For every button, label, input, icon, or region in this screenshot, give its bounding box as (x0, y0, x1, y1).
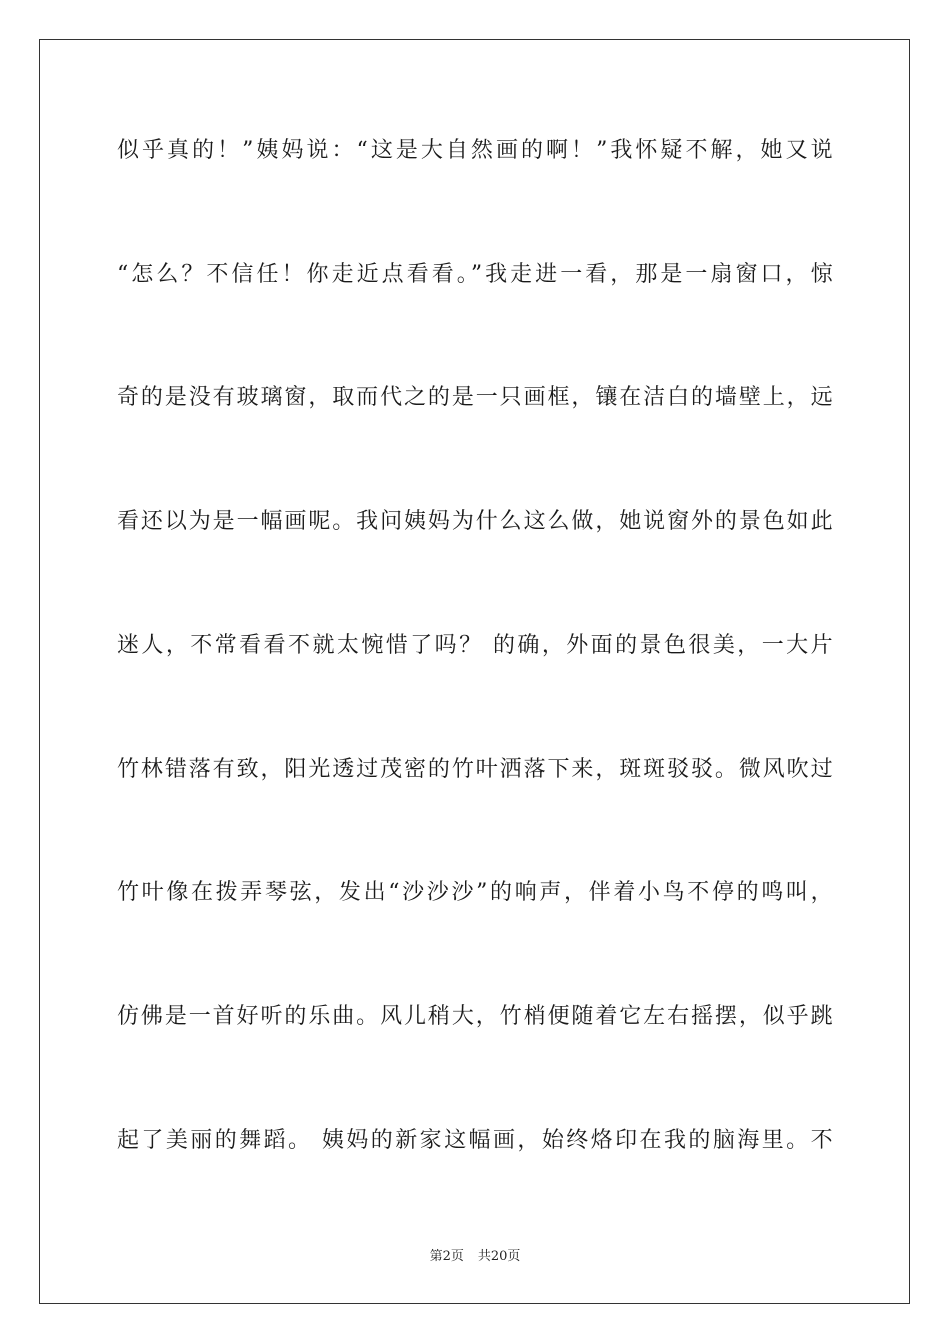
text-line: 看还以为是一幅画呢。我问姨妈为什么这么做，她说窗外的景色如此 (117, 509, 833, 534)
text-line: 迷人，不常看看不就太惋惜了吗？ 的确，外面的景色很美，一大片 (117, 633, 833, 658)
text-line: 似乎真的！”姨妈说：“这是大自然画的啊！”我怀疑不解，她又说 (117, 138, 833, 163)
text-line: 竹林错落有致，阳光透过茂密的竹叶洒落下来，斑斑驳驳。微风吹过 (117, 757, 833, 782)
page-border (39, 39, 910, 1304)
page-total: 共20页 (477, 1249, 521, 1264)
page-number: 第2页 (429, 1249, 464, 1264)
text-line: 竹叶像在拨弄琴弦，发出“沙沙沙”的响声，伴着小鸟不停的鸣叫， (117, 880, 833, 905)
text-line: 仿佛是一首好听的乐曲。风儿稍大，竹梢便随着它左右摇摆，似乎跳 (117, 1004, 833, 1029)
page-footer (0, 1248, 950, 1266)
text-line: “怎么？不信任！你走近点看看。”我走进一看，那是一扇窗口，惊 (117, 262, 833, 287)
text-line: 奇的是没有玻璃窗，取而代之的是一只画框，镶在洁白的墙壁上，远 (117, 385, 833, 410)
text-line: 起了美丽的舞蹈。 姨妈的新家这幅画，始终烙印在我的脑海里。不 (117, 1128, 833, 1153)
